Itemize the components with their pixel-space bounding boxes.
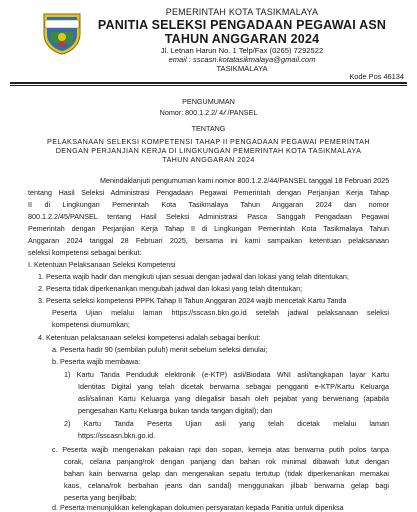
nested-item-continued: pengesahan Kartu Keluarga bukan tanda tangan digital); dan xyxy=(78,406,273,415)
nested-item-continued: https://sscasn.bkn.go.id. xyxy=(78,431,156,440)
list-item-continued: kompetensi diumumkan; xyxy=(52,320,130,329)
list-item: 1. Peserta wajib hadir dan mengikuti ujian sesuai dengan jadwal dan lokasi yang telah ditentukan; xyxy=(38,272,349,281)
sub-item: b. Peserta wajib membawa: xyxy=(52,357,141,366)
sub-item-continued: peserta yang berjilbab; xyxy=(64,493,137,502)
intro-line: 800.1.2.2/45/PANSEL tentang Hasil Seleksi Administrasi Pasca Sanggah Pengadaan Pegawai xyxy=(28,212,389,221)
letterhead-rule-thick xyxy=(10,82,407,84)
office-address: Jl. Letnan Harun No. 1 Telp/Fax (0265) 7292522 xyxy=(160,46,324,55)
sub-item-continued: bahan kain berwarna gelap dan mengenakan sepatu tertutup (tidak diperkenankan memakai xyxy=(64,469,389,478)
nested-item-continued: asli/salinan Kartu Keluarga yang dilegalisir basah oleh pejabat yang berwenang (apabila xyxy=(78,394,389,403)
announcement-number: Nomor: 800.1.2.2/ 4𝓁 /PANSEL xyxy=(159,108,258,117)
sub-item: d. Peserta menunjukkan kelengkapan dokumen persyaratan kepada Panitia untuk diperiksa xyxy=(52,503,344,512)
subject-line: DENGAN PERJANJIAN KERJA DI LINGKUNGAN PEMERINTAH KOTA TASIKMALAYA xyxy=(55,146,362,155)
letterhead-rule-thin xyxy=(10,85,407,86)
sub-item-continued: corak, celana panjang/rok dengan panjang dan bahan rok minimal dibawah lutut dengan xyxy=(64,457,389,466)
office-email: email : sscasn.kotatasikmalaya@gmail.com xyxy=(168,55,316,64)
nested-item: 2) Kartu Tanda Peserta Ujian asli yang telah dicetak melalui laman xyxy=(64,419,389,428)
sub-item-continued: kaos, celana/rok berbahan jeans dan sandal) menggunakan jilbab berwarna gelap bagi xyxy=(64,481,389,490)
sub-item: c. Peserta wajib mengenakan pakaian rapi dan sopan, kemeja atas berwarna putih polos tanpa xyxy=(52,445,389,454)
intro-line: Anggaran 2024 tanggal 28 Februari 2025, bersama ini kami sampaikan ketentuan pelaksanaan xyxy=(28,236,389,245)
subject-line: PELAKSANAAN SELEKSI KOMPETENSI TAHAP II PENGADAAN PEGAWAI PEMERINTAH xyxy=(47,137,370,146)
intro-line: Menindaklanjuti pengumuman kami nomor 800.1.2.2/44/PANSEL tanggal 18 Februari 2025 xyxy=(100,176,390,185)
nested-item: 1) Kartu Tanda Penduduk elektronik (e-KTP) asli/Biodata WNI asli/tangkapan layar Kartu xyxy=(64,370,389,379)
city-emblem-logo xyxy=(38,8,86,56)
list-item-continued: Peserta Ujian melalui laman https://sscasn.bkn.go.id setelah jadwal pelaksanaan seleksi xyxy=(52,308,389,317)
section-title: I. Ketentuan Pelaksanaan Seleksi Kompetensi xyxy=(28,260,176,269)
budget-year: TAHUN ANGGARAN 2024 xyxy=(164,32,320,46)
subject-line: TAHUN ANGGARAN 2024 xyxy=(162,155,255,164)
announcement-about: TENTANG xyxy=(191,124,226,133)
government-name: PEMERINTAH KOTA TASIKMALAYA xyxy=(165,7,319,17)
intro-line: Pemerintah dengan Perjanjian Kerja Tahap II di Lingkungan Pemerintah Kota Tasikmalaya Tahun xyxy=(28,224,389,233)
nested-item-continued: Identitas Digital yang telah dicetak berwarna sebagai pengganti e-KTP/Kartu Keluarga xyxy=(78,382,389,391)
intro-line: II di Lingkungan Pemerintah Kota Tasikmalaya Tahun Anggaran 2024 dan nomor xyxy=(28,200,389,209)
announcement-title: PENGUMUMAN xyxy=(182,97,235,106)
list-item: 2. Peserta tidak diperkenankan mengubah jadwal dan lokasi yang telah ditentukan; xyxy=(38,284,303,293)
postal-code: Kode Pos 46134 xyxy=(349,72,404,81)
committee-name: PANITIA SELEKSI PENGADAAN PEGAWAI ASN xyxy=(97,18,387,32)
intro-line: seleksi kompetensi sebagai berikut: xyxy=(28,248,142,257)
list-item: 4. Ketentuan pelaksanaan seleksi kompetensi adalah sebagai berikut: xyxy=(38,333,261,342)
sub-item: a. Peserta hadir 90 (sembilan puluh) menit sebelum seleksi dimulai; xyxy=(52,345,268,354)
list-item: 3. Peserta seleksi kompetensi PPPK Tahap II Tahun Anggaran 2024 wajib mencetak Kartu Tanda xyxy=(38,296,347,305)
office-city: TASIKMALAYA xyxy=(216,64,268,73)
intro-line: tentang Hasil Seleksi Administrasi Pengadaan Pegawai Pemerintah dengan Perjanjian Kerja Tahap xyxy=(28,188,389,197)
